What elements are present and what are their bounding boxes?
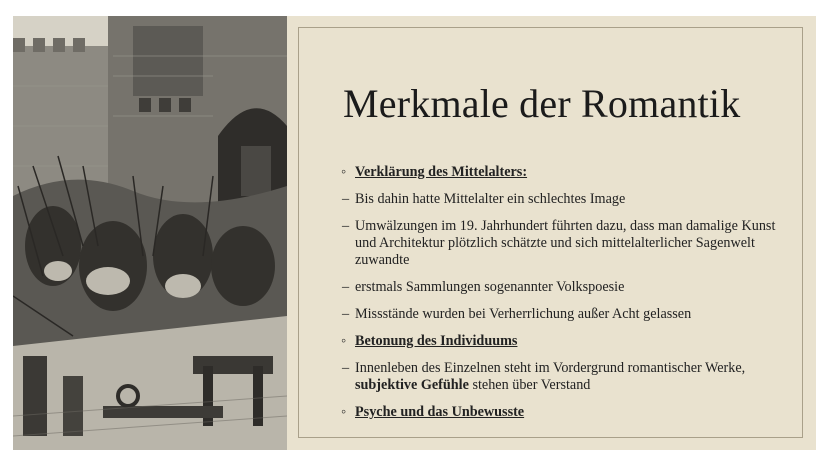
bullet-heading: ◦ Betonung des Individuums <box>341 333 518 349</box>
bullet-heading: ◦ Verklärung des Mittelalters: <box>341 164 528 180</box>
bullet-circle-icon: ◦ <box>341 404 347 420</box>
bullet-item: – Missstände wurden bei Verherrlichung außer Acht gelassen <box>342 306 692 322</box>
emphasis-text: subjektive Gefühle <box>355 377 469 393</box>
bullet-dash-icon: – <box>342 218 350 234</box>
bullet-item: – Umwälzungen im 19. Jahrhundert führten dazu, dass man damalige Kunst und Architektur plötzlich schätzte und sich mittelalterlicher Sagenwelt zuwandte <box>342 218 776 268</box>
bullet-item: – Bis dahin hatte Mittelalter ein schlechtes Image <box>342 191 626 207</box>
slide-title: Merkmale der Romantik <box>343 81 741 126</box>
bullet-dash-icon: – <box>342 279 350 295</box>
medieval-battle-illustration <box>13 16 287 450</box>
bullet-item: – Innenleben des Einzelnen steht im Vordergrund romantischer Werke, subjektive Gefühle stehen über Verstand <box>342 360 746 393</box>
bullet-heading: ◦ Psyche und das Unbewusste <box>341 404 525 420</box>
slide <box>13 16 816 450</box>
bullet-circle-icon: ◦ <box>341 164 347 180</box>
bullet-dash-icon: – <box>342 360 350 376</box>
bullet-item: – erstmals Sammlungen sogenannter Volkspoesie <box>342 279 625 295</box>
bullet-list <box>341 164 781 431</box>
bullet-circle-icon: ◦ <box>341 333 347 349</box>
bullet-dash-icon: – <box>342 191 350 207</box>
bullet-dash-icon: – <box>342 306 350 322</box>
